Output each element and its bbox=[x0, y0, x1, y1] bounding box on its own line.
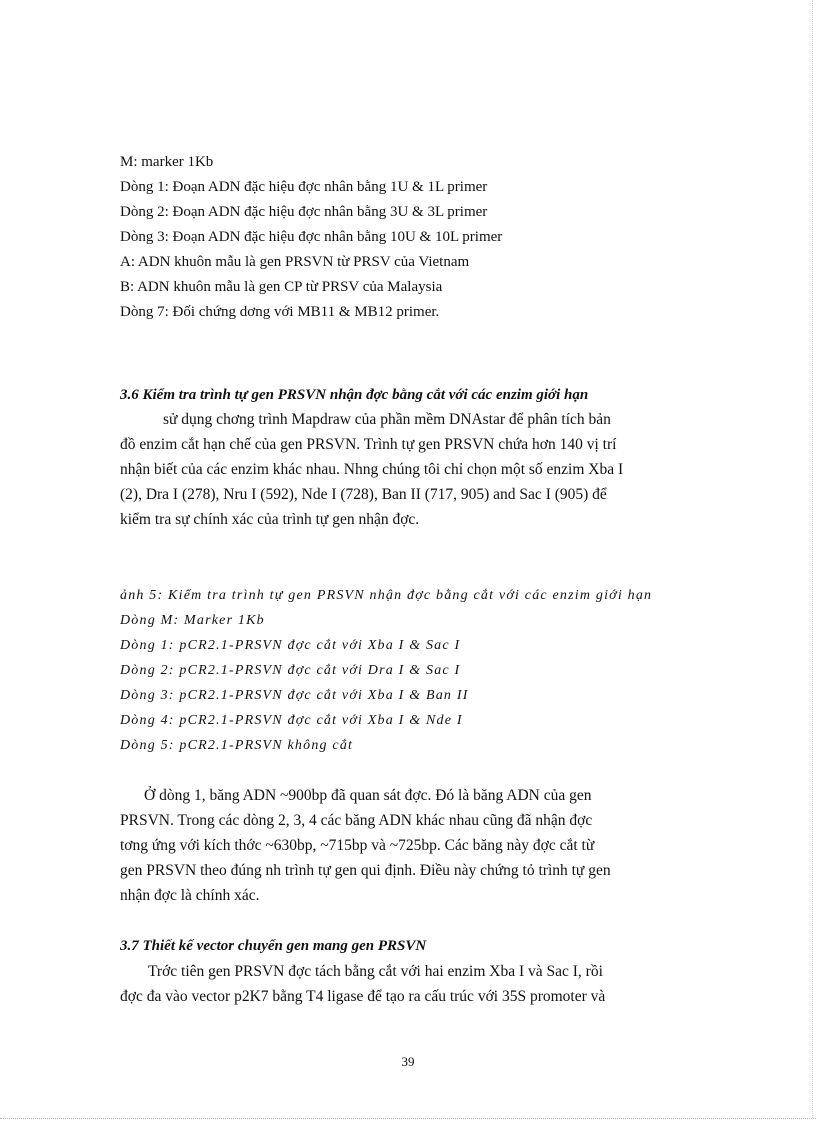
figure-caption-line: Dòng 1: pCR2.1-PRSVN đợc cắt với Xba I & Sac I bbox=[120, 638, 461, 653]
figure-caption-line: Dòng 5: pCR2.1-PRSVN không cắt bbox=[120, 738, 354, 753]
paragraph-line: kiểm tra sự chính xác của trình tự gen nhận đợc. bbox=[120, 511, 420, 528]
figure-caption-title: ảnh 5: Kiểm tra trình tự gen PRSVN nhận đợc bằng cắt với các enzim giới hạn bbox=[120, 588, 653, 603]
legend-line: M: marker 1Kb bbox=[120, 154, 214, 170]
paragraph-line: Trớc tiên gen PRSVN đợc tách bằng cắt với hai enzim Xba I và Sac I, rồi bbox=[148, 963, 603, 980]
section-heading: 3.6 Kiểm tra trình tự gen PRSVN nhận đợc bằng cắt với các enzim giới hạn bbox=[120, 387, 589, 403]
figure-caption-line: Dòng 3: pCR2.1-PRSVN đợc cắt với Xba I & Ban II bbox=[120, 688, 469, 703]
paragraph-line: nhận biết của các enzim khác nhau. Nhng chúng tôi chỉ chọn một số enzim Xba I bbox=[120, 461, 624, 478]
legend-line: Dòng 2: Đoạn ADN đặc hiệu đợc nhân bằng 3U & 3L primer bbox=[120, 204, 488, 220]
paragraph-line: Ở dòng 1, băng ADN ~900bp đã quan sát đợc. Đó là băng ADN của gen bbox=[144, 787, 592, 804]
page-bottom-border bbox=[0, 1118, 816, 1119]
page-right-border bbox=[812, 0, 813, 1118]
figure-caption-line: Dòng 4: pCR2.1-PRSVN đợc cắt với Xba I & Nde I bbox=[120, 713, 463, 728]
paragraph-line: PRSVN. Trong các dòng 2, 3, 4 các băng ADN khác nhau cũng đã nhận đợc bbox=[120, 812, 593, 829]
paragraph-line: gen PRSVN theo đúng nh trình tự gen qui định. Điều này chứng tỏ trình tự gen bbox=[120, 862, 611, 879]
paragraph-line: tơng ứng với kích thớc ~630bp, ~715bp và ~725bp. Các băng này đợc cắt từ bbox=[120, 837, 595, 854]
section-heading: 3.7 Thiết kế vector chuyển gen mang gen PRSVN bbox=[120, 938, 427, 954]
legend-line: A: ADN khuôn mẫu là gen PRSVN từ PRSV của Vietnam bbox=[120, 254, 470, 270]
paragraph-line: (2), Dra I (278), Nru I (592), Nde I (728), Ban II (717, 905) and Sac I (905) để bbox=[120, 486, 607, 503]
figure-caption-line: Dòng M: Marker 1Kb bbox=[120, 613, 265, 628]
legend-line: B: ADN khuôn mẫu là gen CP từ PRSV của Malaysia bbox=[120, 279, 443, 295]
paragraph-line: đồ enzim cắt hạn chế của gen PRSVN. Trình tự gen PRSVN chứa hơn 140 vị trí bbox=[120, 436, 617, 453]
paragraph-line: sử dụng chơng trình Mapdraw của phần mềm DNAstar để phân tích bản bbox=[163, 411, 611, 428]
legend-line: Dòng 1: Đoạn ADN đặc hiệu đợc nhân bằng 1U & 1L primer bbox=[120, 179, 488, 195]
legend-line: Dòng 3: Đoạn ADN đặc hiệu đợc nhân bằng 10U & 10L primer bbox=[120, 229, 503, 245]
legend-line: Dòng 7: Đối chứng dơng với MB11 & MB12 primer. bbox=[120, 304, 440, 320]
paragraph-line: đợc đa vào vector p2K7 bằng T4 ligase để tạo ra cấu trúc với 35S promoter và bbox=[120, 988, 606, 1005]
paragraph-line: nhận đợc là chính xác. bbox=[120, 887, 260, 904]
page-number: 39 bbox=[401, 1054, 415, 1069]
figure-caption-line: Dòng 2: pCR2.1-PRSVN đợc cắt với Dra I & Sac I bbox=[120, 663, 461, 678]
